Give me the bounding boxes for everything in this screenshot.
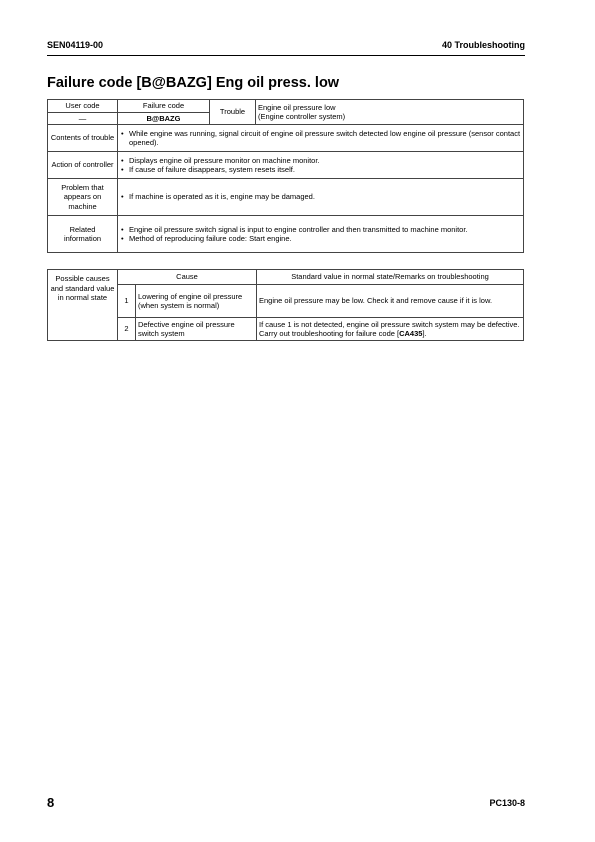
- row-content-problem: [118, 179, 524, 216]
- causes-table: [47, 269, 524, 341]
- cause-remark: [257, 285, 524, 318]
- list-item: • Engine oil pressure switch signal is input to engine controller and then transmitted to machine monitor.: [129, 225, 521, 235]
- list-item: • While engine was running, signal circuit of engine oil pressure switch detected low engine oil pressure (sensor contact opened).: [129, 129, 521, 148]
- row-content-contents: [118, 125, 524, 152]
- cause-remark: [257, 318, 524, 341]
- cause-text: Lowering of engine oil pressure (when system is normal): [136, 285, 257, 318]
- trouble-line-2: (Engine controller system): [258, 112, 346, 121]
- header-rule: [47, 55, 525, 56]
- row-label-action: Action of controller: [48, 152, 118, 179]
- list-item: • If machine is operated as it is, engine may be damaged.: [129, 192, 521, 202]
- remark-text: Engine oil pressure may be low. Check it and remove cause if it is low.: [259, 296, 493, 306]
- cause-text: Defective engine oil pressure switch system: [136, 318, 257, 341]
- cause-header: Cause: [118, 270, 257, 285]
- list-item: • If cause of failure disappears, system resets itself.: [129, 165, 521, 175]
- remark-text-end: ].: [422, 329, 427, 338]
- list-item: • Displays engine oil pressure monitor on machine monitor.: [129, 156, 521, 166]
- table-row: [48, 152, 524, 179]
- causes-left-label: Possible causes and standard value in normal state: [48, 270, 118, 341]
- row-label-related: Related information: [48, 216, 118, 253]
- row-content-related: [118, 216, 524, 253]
- table-row: [48, 216, 524, 253]
- trouble-line-1: Engine oil pressure low: [258, 102, 336, 112]
- row-label-problem: Problem that appears on machine: [48, 179, 118, 216]
- row-label-contents: Contents of trouble: [48, 125, 118, 152]
- table-row: [48, 318, 524, 341]
- table-row: [48, 285, 524, 318]
- remark-text: If cause 1 is not detected, engine oil pressure switch system may be defective. Carry out troubleshooting for failure code [: [259, 319, 520, 338]
- user-code-label: User code: [48, 100, 118, 113]
- trouble-description: [256, 100, 524, 125]
- section-title: 40 Troubleshooting: [441, 40, 525, 50]
- standard-header: Standard value in normal state/Remarks on troubleshooting: [257, 270, 524, 285]
- cause-number: 2: [118, 318, 136, 341]
- failure-code-label: Failure code: [118, 100, 210, 113]
- row-content-action: [118, 152, 524, 179]
- causes-header-row: [48, 270, 524, 285]
- page-title: Failure code [B@BAZG] Eng oil press. low: [47, 75, 340, 91]
- page-number: 8: [47, 795, 55, 810]
- table-row: [48, 179, 524, 216]
- model-name: PC130-8: [489, 798, 525, 808]
- failure-info-table: [47, 99, 524, 253]
- failure-code-value: B@BAZG: [118, 112, 210, 125]
- failure-code-reference: CA435: [399, 329, 423, 338]
- info-header-row: [48, 100, 524, 113]
- trouble-label: Trouble: [210, 100, 256, 125]
- user-code-value: —: [48, 112, 118, 125]
- doc-id: SEN04119-00: [47, 40, 104, 50]
- table-row: [48, 125, 524, 152]
- list-item: • Method of reproducing failure code: Start engine.: [129, 234, 521, 244]
- cause-number: 1: [118, 285, 136, 318]
